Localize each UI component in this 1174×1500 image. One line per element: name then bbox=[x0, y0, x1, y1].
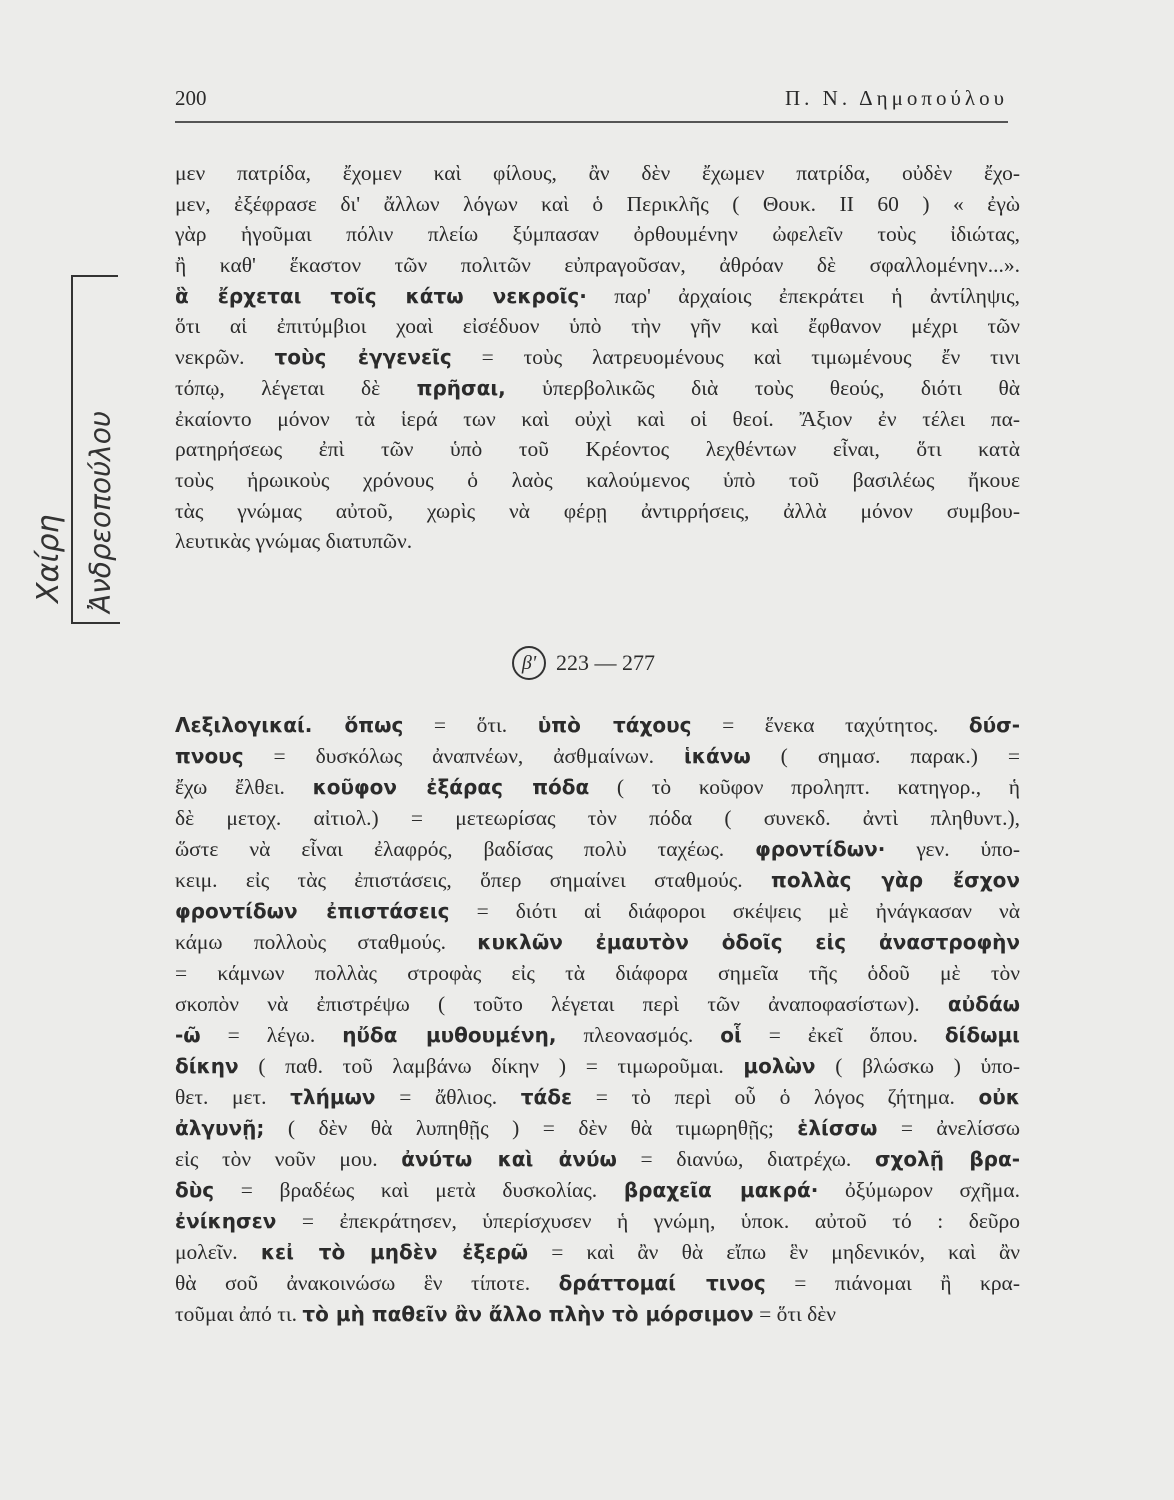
text-run: = βραδέως καὶ μετὰ δυσκολίας. bbox=[214, 1178, 624, 1202]
text-run: = ἐκεῖ ὅπου. bbox=[741, 1023, 945, 1047]
text-line bbox=[175, 896, 1020, 927]
text-run: = ἄθλιος. bbox=[375, 1085, 521, 1109]
text-run: ( σημασ. παρακ.) = bbox=[750, 744, 1020, 768]
bold-lemma: τὸ μὴ παθεῖν ἂν ἄλλο πλὴν τὸ μόρσιμον bbox=[302, 1302, 754, 1326]
text-line bbox=[175, 373, 1020, 404]
bold-lemma: οὐκ bbox=[978, 1085, 1020, 1109]
bold-lemma: -ῶ bbox=[175, 1023, 201, 1047]
text-run: τοὺς ἡρωικοὺς χρόνους ὁ λαὸς καλούμενος ὑπὸ τοῦ βασιλέως ἤκουε bbox=[175, 467, 1020, 492]
bold-lemma: δύσ- bbox=[968, 713, 1020, 737]
bold-lemma: μολὼν bbox=[743, 1054, 816, 1078]
page-header bbox=[175, 86, 1008, 116]
text-run: = καὶ ἂν θὰ εἴπω ἓν μηδενικόν, καὶ ἂν bbox=[528, 1240, 1020, 1264]
text-run: παρ' ἀρχαίοις ἐπεκράτει ἡ ἀντίληψις, bbox=[586, 283, 1020, 308]
text-line bbox=[175, 526, 1020, 557]
text-line bbox=[175, 404, 1020, 435]
text-line bbox=[175, 1206, 1020, 1237]
text-line bbox=[175, 342, 1020, 373]
text-run: γεν. ὑπο- bbox=[885, 837, 1020, 861]
text-line bbox=[175, 1237, 1020, 1268]
bold-lemma: ἑλίσσω bbox=[797, 1116, 878, 1140]
text-line bbox=[175, 434, 1020, 465]
bold-lemma: σχολῇ βρα- bbox=[874, 1147, 1020, 1171]
text-run: = δυσκόλως ἀναπνέων, ἀσθμαίνων. bbox=[243, 744, 684, 768]
text-run: ὥστε νὰ εἶναι ἐλαφρός, βαδίσας πολὺ ταχέως. bbox=[175, 837, 756, 861]
lexical-notes-paragraph bbox=[175, 710, 1020, 1330]
bold-lemma: ἱκάνω bbox=[683, 744, 751, 768]
text-line bbox=[175, 834, 1020, 865]
bold-lemma: φροντίδων ἐπιστάσεις bbox=[175, 899, 450, 923]
bold-lemma: κοῦφον ἐξάρας πόδα bbox=[312, 775, 590, 799]
text-run: ὑπερβολικῶς διὰ τοὺς θεούς, διότι θὰ bbox=[505, 375, 1020, 400]
text-run: θὰ σοῦ ἀνακοινώσω ἓν τίποτε. bbox=[175, 1271, 559, 1295]
text-run: = ὅτι. bbox=[403, 713, 538, 737]
text-line bbox=[175, 250, 1020, 281]
bold-lemma: Λεξιλογικαί. ὅπως bbox=[175, 713, 404, 737]
text-line bbox=[175, 1144, 1020, 1175]
bold-lemma: βραχεῖα μακρά· bbox=[623, 1178, 819, 1202]
bold-lemma: ηὔδα μυθουμένη, bbox=[342, 1023, 557, 1047]
text-run: τοῦμαι ἀπό τι. bbox=[175, 1302, 303, 1326]
text-run: γὰρ ἡγοῦμαι πόλιν πλείω ξύμπασαν ὀρθουμένην ὠφελεῖν τοὺς ἰδιώτας, bbox=[175, 222, 1020, 247]
bold-lemma: πνους bbox=[175, 744, 244, 768]
text-line bbox=[175, 189, 1020, 220]
text-run: μεν πατρίδα, ἔχομεν καὶ φίλους, ἂν δὲν ἔχωμεν πατρίδα, οὐδὲν ἔχο- bbox=[175, 161, 1020, 185]
bold-lemma: ἃ ἔρχεται τοῖς κάτω νεκροῖς· bbox=[175, 283, 587, 308]
text-run: = διότι αἱ διάφοροι σκέψεις μὲ ἠνάγκασαν νὰ bbox=[449, 899, 1020, 923]
text-line bbox=[175, 1113, 1020, 1144]
text-run: = ὅτι δὲν bbox=[753, 1302, 836, 1326]
text-run: σκοπὸν νὰ ἐπιστρέψω ( τοῦτο λέγεται περὶ τῶν ἀναποφασίστων). bbox=[175, 992, 948, 1016]
text-run: ὅτι αἱ ἐπιτύμβιοι χοαὶ εἰσέδυον ὑπὸ τὴν γῆν καὶ ἔφθανον μέχρι τῶν bbox=[175, 314, 1020, 339]
text-run: ὀξύμωρον σχῆμα. bbox=[818, 1178, 1020, 1202]
text-line bbox=[175, 1020, 1020, 1051]
bold-lemma: ὑπὸ τάχους bbox=[537, 713, 692, 737]
text-run: τόπῳ, λέγεται δὲ bbox=[175, 375, 417, 400]
text-run: ( βλώσκω ) ὑπο- bbox=[815, 1054, 1020, 1078]
bold-lemma: κεἰ τὸ μηδὲν ἐξερῶ bbox=[260, 1240, 529, 1264]
text-run: = τοὺς λατρευομένους καὶ τιμωμένους ἔν τινι bbox=[451, 345, 1020, 370]
text-line bbox=[175, 741, 1020, 772]
margin-note-line-1: Χαίρη bbox=[31, 514, 66, 603]
text-run: = ἕνεκα ταχύτητος. bbox=[691, 713, 969, 737]
bold-lemma: δίκην bbox=[175, 1054, 239, 1078]
text-run: ἐκαίοντο μόνον τὰ ἱερά των καὶ οὐχὶ καὶ οἱ θεοί. Ἄξιον ἐν τέλει πα- bbox=[175, 406, 1020, 431]
text-run: κάμω πολλοὺς σταθμούς. bbox=[175, 930, 478, 954]
text-line bbox=[175, 1268, 1020, 1299]
handwritten-margin-note bbox=[20, 268, 145, 638]
bold-lemma: ἀνύτω καὶ ἀνύω bbox=[401, 1147, 617, 1171]
text-run: = κάμνων πολλὰς στροφὰς εἰς τὰ διάφορα σημεῖα τῆς ὁδοῦ μὲ τὸν bbox=[175, 961, 1020, 985]
text-run: = λέγω. bbox=[200, 1023, 343, 1047]
text-run: ἔχω ἔλθει. bbox=[175, 775, 313, 799]
text-line bbox=[175, 989, 1020, 1020]
bold-lemma: ἐνίκησεν bbox=[175, 1209, 277, 1233]
text-line bbox=[175, 496, 1020, 527]
bold-lemma: οἷ bbox=[720, 1023, 742, 1047]
text-line bbox=[175, 1082, 1020, 1113]
bold-lemma: δράττομαί τινος bbox=[558, 1271, 766, 1295]
text-run: θετ. μετ. bbox=[175, 1085, 291, 1109]
text-line bbox=[175, 158, 1020, 189]
text-line bbox=[175, 927, 1020, 958]
text-run: = πιάνομαι ἢ κρα- bbox=[765, 1271, 1020, 1295]
text-run: δὲ μετοχ. αἰτιολ.) = μετεωρίσας τὸν πόδα ( συνεκδ. ἀντὶ πληθυντ.), bbox=[175, 806, 1020, 830]
bold-lemma: πρῆσαι, bbox=[416, 375, 506, 400]
bold-lemma: φροντίδων· bbox=[755, 837, 886, 861]
bold-lemma: κυκλῶν ἐμαυτὸν ὁδοῖς εἰς ἀναστροφὴν bbox=[477, 930, 1020, 954]
text-run: ( τὸ κοῦφον προληπτ. κατηγορ., ἡ bbox=[589, 775, 1020, 799]
text-run: ( παθ. τοῦ λαμβάνω δίκην ) = τιμωροῦμαι. bbox=[238, 1054, 744, 1078]
page-number: 200 bbox=[175, 86, 207, 110]
text-line bbox=[175, 803, 1020, 834]
text-line bbox=[175, 772, 1020, 803]
section-marker bbox=[512, 646, 655, 680]
bold-lemma: τοὺς ἐγγενεῖς bbox=[274, 345, 452, 370]
text-line bbox=[175, 465, 1020, 496]
text-run: τὰς γνώμας αὐτοῦ, χωρὶς νὰ φέρῃ ἀντιρρήσεις, ἀλλὰ μόνον συμβου- bbox=[175, 498, 1020, 523]
text-line bbox=[175, 281, 1020, 312]
text-line bbox=[175, 958, 1020, 989]
text-run: = τὸ περὶ οὗ ὁ λόγος ζήτημα. bbox=[572, 1085, 979, 1109]
text-run: = ἐπεκράτησεν, ὑπερίσχυσεν ἡ γνώμη, ὑποκ. αὐτοῦ τό : δεῦρο bbox=[276, 1209, 1020, 1233]
text-run: λευτικὰς γνώμας διατυπῶν. bbox=[175, 529, 413, 554]
running-head: Π. Ν. Δημοπούλου bbox=[785, 86, 1008, 110]
text-run: = ἀνελίσσω bbox=[877, 1116, 1020, 1140]
header-rule bbox=[175, 121, 1008, 123]
section-verse-range: 223 — 277 bbox=[556, 650, 655, 675]
text-line bbox=[175, 219, 1020, 250]
bold-lemma: πολλὰς γὰρ ἔσχον bbox=[771, 868, 1020, 892]
commentary-paragraph-1 bbox=[175, 158, 1020, 557]
text-run: πλεονασμός. bbox=[556, 1023, 721, 1047]
text-line bbox=[175, 311, 1020, 342]
text-run: ρατηρήσεως ἐπὶ τῶν ὑπὸ τοῦ Κρέοντος λεχθέντων εἶναι, ὅτι κατὰ bbox=[175, 437, 1020, 462]
section-circle-mark: β' bbox=[512, 646, 546, 680]
text-run: = διανύω, διατρέχω. bbox=[616, 1147, 875, 1171]
text-line bbox=[175, 1299, 1020, 1330]
text-run: νεκρῶν. bbox=[175, 345, 275, 370]
bold-lemma: αὐδάω bbox=[947, 992, 1020, 1016]
text-line bbox=[175, 865, 1020, 896]
text-run: μολεῖν. bbox=[175, 1240, 261, 1264]
bold-lemma: δίδωμι bbox=[944, 1023, 1020, 1047]
text-run: μεν, ἐξέφρασε δι' ἄλλων λόγων καὶ ὁ Περικλῆς ( Θουκ. ΙΙ 60 ) « ἐγὼ bbox=[175, 191, 1020, 216]
bold-lemma: δὺς bbox=[175, 1178, 215, 1202]
text-run: ἢ καθ' ἕκαστον τῶν πολιτῶν εὐπραγοῦσαν, ἀθρόαν δὲ σφαλλομένην...». bbox=[175, 253, 1020, 278]
margin-note-line-2: Ἀνδρεοπούλου bbox=[84, 410, 117, 613]
text-run: ( δὲν θὰ λυπηθῇς ) = δὲν θὰ τιμωρηθῇς; bbox=[264, 1116, 798, 1140]
text-line bbox=[175, 1051, 1020, 1082]
text-line bbox=[175, 1175, 1020, 1206]
text-run: εἰς τὸν νοῦν μου. bbox=[175, 1147, 402, 1171]
bold-lemma: τλήμων bbox=[290, 1085, 376, 1109]
margin-bracket-svg bbox=[20, 268, 145, 638]
bold-lemma: τάδε bbox=[520, 1085, 573, 1109]
bold-lemma: ἀλγυνῇ; bbox=[175, 1116, 265, 1140]
text-line bbox=[175, 710, 1020, 741]
text-run: κειμ. εἰς τὰς ἐπιστάσεις, ὅπερ σημαίνει σταθμούς. bbox=[175, 868, 772, 892]
